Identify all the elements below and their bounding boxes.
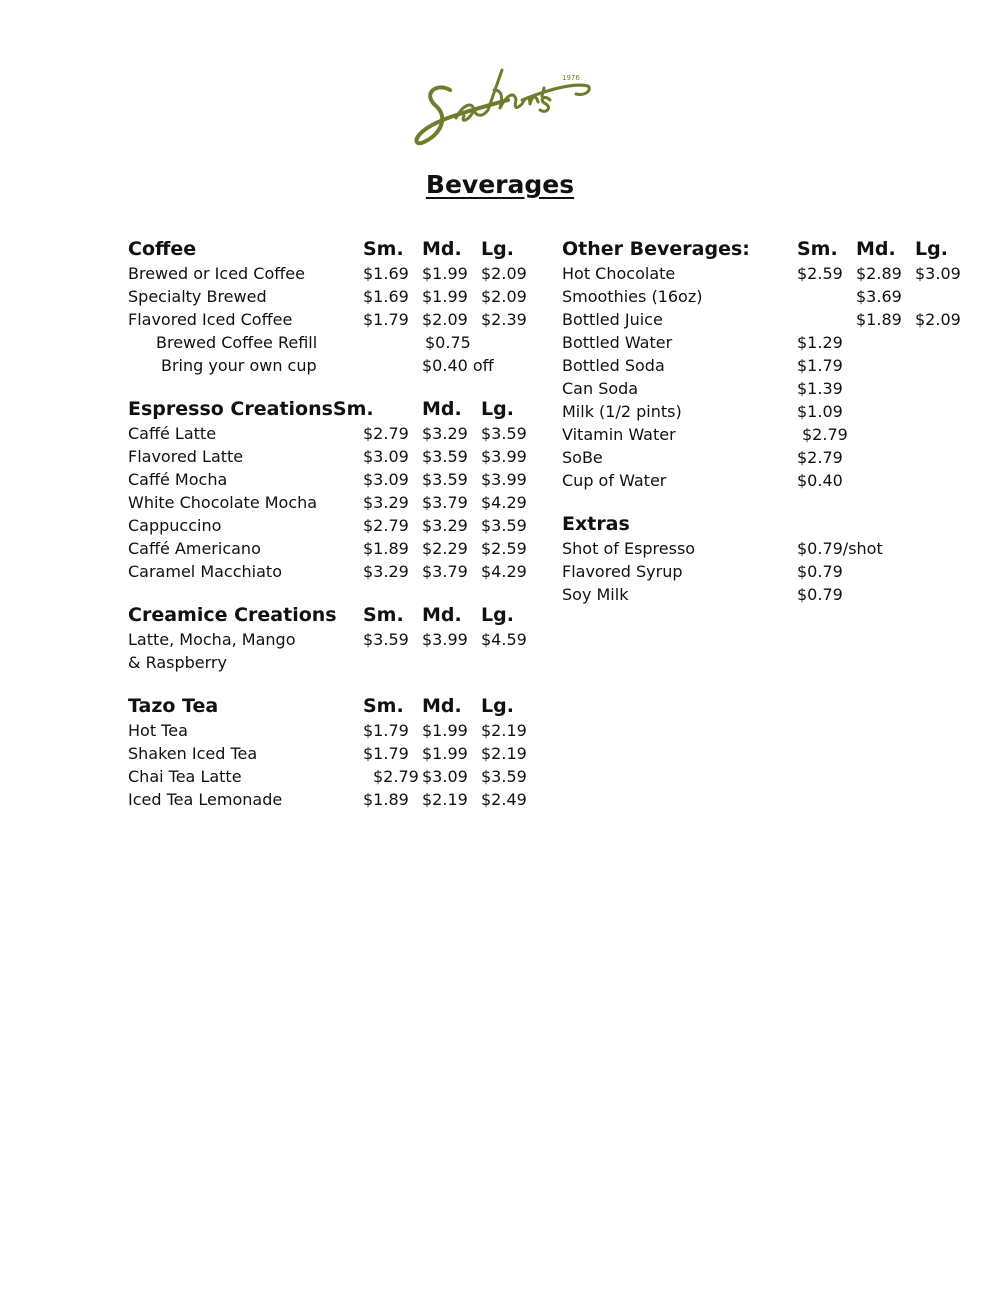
price-lg: $2.09 — [915, 310, 961, 329]
price-sm: $2.79 — [363, 424, 409, 443]
item-name: Specialty Brewed — [128, 287, 267, 306]
price-sm: $1.29 — [797, 333, 843, 352]
size-label-sm: Sm. — [363, 604, 404, 626]
price-sm: $1.79 — [363, 310, 409, 329]
item-name: Brewed Coffee Refill — [156, 333, 318, 352]
menu-item — [128, 719, 568, 742]
item-name: Hot Tea — [128, 721, 188, 740]
price-sm: $1.69 — [363, 264, 409, 283]
item-name: Soy Milk — [562, 585, 629, 604]
price-lg: $2.59 — [481, 539, 527, 558]
price-sm: $0.40 — [797, 471, 843, 490]
menu-section — [128, 396, 568, 583]
section-header — [128, 396, 568, 422]
item-name: Can Soda — [562, 379, 639, 398]
price-md: $2.19 — [422, 790, 468, 809]
menu-item — [128, 331, 568, 354]
item-name: Bottled Soda — [562, 356, 665, 375]
menu-item — [562, 377, 1000, 400]
price-sm: $1.89 — [363, 539, 409, 558]
price-lg: $3.99 — [481, 447, 527, 466]
price-sm: $3.29 — [363, 562, 409, 581]
menu-item — [128, 491, 568, 514]
menu-item — [128, 354, 568, 377]
price-md: $3.99 — [422, 630, 468, 649]
size-label-md: Md. — [422, 238, 462, 260]
size-label-sm: Sm. — [363, 695, 404, 717]
menu-item — [562, 308, 1000, 331]
price-lg: $3.99 — [481, 470, 527, 489]
item-name: Bottled Water — [562, 333, 673, 352]
size-label-md: Md. — [422, 695, 462, 717]
price-lg: $2.19 — [481, 721, 527, 740]
left-column — [128, 236, 568, 811]
menu-item — [562, 537, 1000, 560]
item-name: Shaken Iced Tea — [128, 744, 258, 763]
item-name: Chai Tea Latte — [128, 767, 242, 786]
price-lg: $2.49 — [481, 790, 527, 809]
menu-item — [562, 400, 1000, 423]
sahms-logo — [412, 60, 592, 155]
section-title: Extras — [562, 513, 630, 535]
size-label-md: Md. — [422, 604, 462, 626]
price-md: $1.99 — [422, 721, 468, 740]
menu-item — [128, 628, 568, 651]
section-title: Creamice Creations — [128, 604, 337, 626]
price-sm: $2.59 — [797, 264, 843, 283]
price-lg: $4.59 — [481, 630, 527, 649]
price-sm: $2.79 — [363, 516, 409, 535]
price-md: $3.59 — [422, 447, 468, 466]
menu-section — [562, 511, 1000, 606]
price-lg: $3.59 — [481, 767, 527, 786]
price-lg: $3.59 — [481, 516, 527, 535]
menu-item — [562, 285, 1000, 308]
price-sm: $0.79 — [797, 562, 843, 581]
size-label-sm: Sm. — [797, 238, 838, 260]
item-name: Bring your own cup — [161, 356, 317, 375]
section-header — [128, 236, 568, 262]
size-label-md: Md. — [856, 238, 896, 260]
price-sm: $3.59 — [363, 630, 409, 649]
size-label-sm: Sm. — [363, 238, 404, 260]
size-label-lg: Lg. — [915, 238, 948, 260]
menu-item — [128, 468, 568, 491]
menu-section — [562, 236, 1000, 492]
item-name: Cup of Water — [562, 471, 667, 490]
item-name: Cappuccino — [128, 516, 222, 535]
menu-item — [562, 560, 1000, 583]
menu-section — [128, 602, 568, 674]
section-header — [128, 602, 568, 628]
section-header — [562, 511, 1000, 537]
price-md: $2.09 — [422, 310, 468, 329]
price-md: $2.89 — [856, 264, 902, 283]
item-name: Hot Chocolate — [562, 264, 676, 283]
price-sm: $0.79/shot — [797, 539, 883, 558]
menu-section — [128, 693, 568, 811]
item-name: Shot of Espresso — [562, 539, 696, 558]
item-name: Bottled Juice — [562, 310, 663, 329]
item-name: Flavored Syrup — [562, 562, 683, 581]
section-title: Other Beverages: — [562, 238, 750, 260]
section-header — [128, 693, 568, 719]
right-column — [562, 236, 1000, 606]
price-md: $1.99 — [422, 287, 468, 306]
item-name: Caffé Mocha — [128, 470, 228, 489]
price-md: $3.59 — [422, 470, 468, 489]
price-sm: $1.69 — [363, 287, 409, 306]
price-sm: $1.79 — [797, 356, 843, 375]
price-lg: $4.29 — [481, 493, 527, 512]
price-sm: $1.79 — [363, 721, 409, 740]
item-name: Milk (1/2 pints) — [562, 402, 682, 421]
menu-item — [128, 262, 568, 285]
item-name: Caramel Macchiato — [128, 562, 282, 581]
item-name: Brewed or Iced Coffee — [128, 264, 305, 283]
menu-item — [128, 788, 568, 811]
menu-item — [562, 354, 1000, 377]
item-name: & Raspberry — [128, 653, 227, 672]
price-md: $3.79 — [422, 562, 468, 581]
menu-item — [128, 765, 568, 788]
price-sm: $1.89 — [363, 790, 409, 809]
menu-item — [128, 514, 568, 537]
price-sm: $3.29 — [363, 493, 409, 512]
item-name: Flavored Latte — [128, 447, 244, 466]
item-name: Caffé Latte — [128, 424, 217, 443]
price-sm: $0.79 — [797, 585, 843, 604]
menu-item — [562, 423, 1000, 446]
price-md: $3.29 — [422, 424, 468, 443]
menu-item — [128, 422, 568, 445]
price-sm: $1.79 — [363, 744, 409, 763]
price-lg: $2.19 — [481, 744, 527, 763]
price-lg: $2.39 — [481, 310, 527, 329]
price-sm: $3.09 — [363, 447, 409, 466]
item-name: Latte, Mocha, Mango — [128, 630, 296, 649]
price-md: $0.40 off — [422, 356, 494, 375]
price-lg: $2.09 — [481, 287, 527, 306]
price-md: $3.29 — [422, 516, 468, 535]
price-md: $3.09 — [422, 767, 468, 786]
item-name: Vitamin Water — [562, 425, 676, 444]
menu-section — [128, 236, 568, 377]
item-name: White Chocolate Mocha — [128, 493, 318, 512]
price-md: $1.99 — [422, 744, 468, 763]
price-sm: $2.79 — [802, 425, 848, 444]
menu-item — [562, 446, 1000, 469]
price-md: $1.89 — [856, 310, 902, 329]
page-title: Beverages — [425, 170, 575, 199]
item-name: Iced Tea Lemonade — [128, 790, 283, 809]
item-name: Smoothies (16oz) — [562, 287, 703, 306]
size-label-lg: Lg. — [481, 398, 514, 420]
price-md: $0.75 — [425, 333, 471, 352]
menu-item — [562, 262, 1000, 285]
item-name: Caffé Americano — [128, 539, 261, 558]
item-name: SoBe — [562, 448, 603, 467]
price-sm: $2.79 — [373, 767, 419, 786]
menu-item — [128, 742, 568, 765]
price-sm: $1.09 — [797, 402, 843, 421]
price-md: $1.99 — [422, 264, 468, 283]
menu-item — [128, 560, 568, 583]
price-sm: $1.39 — [797, 379, 843, 398]
menu-item — [128, 445, 568, 468]
menu-item — [128, 285, 568, 308]
menu-item — [562, 469, 1000, 492]
price-lg: $4.29 — [481, 562, 527, 581]
menu-item — [562, 583, 1000, 606]
price-lg: $3.59 — [481, 424, 527, 443]
menu-item — [128, 308, 568, 331]
size-label-lg: Lg. — [481, 604, 514, 626]
item-name: Flavored Iced Coffee — [128, 310, 293, 329]
menu-item — [128, 651, 568, 674]
section-title: Espresso CreationsSm. — [128, 398, 374, 420]
svg-text:1976: 1976 — [562, 74, 580, 82]
size-label-lg: Lg. — [481, 238, 514, 260]
menu-item — [562, 331, 1000, 354]
section-title: Coffee — [128, 238, 197, 260]
price-sm: $3.09 — [363, 470, 409, 489]
size-label-md: Md. — [422, 398, 462, 420]
price-lg: $2.09 — [481, 264, 527, 283]
price-sm: $2.79 — [797, 448, 843, 467]
price-md: $2.29 — [422, 539, 468, 558]
price-lg: $3.09 — [915, 264, 961, 283]
price-md: $3.79 — [422, 493, 468, 512]
section-title: Tazo Tea — [128, 695, 219, 717]
price-md: $3.69 — [856, 287, 902, 306]
menu-item — [128, 537, 568, 560]
section-header — [562, 236, 1000, 262]
size-label-lg: Lg. — [481, 695, 514, 717]
